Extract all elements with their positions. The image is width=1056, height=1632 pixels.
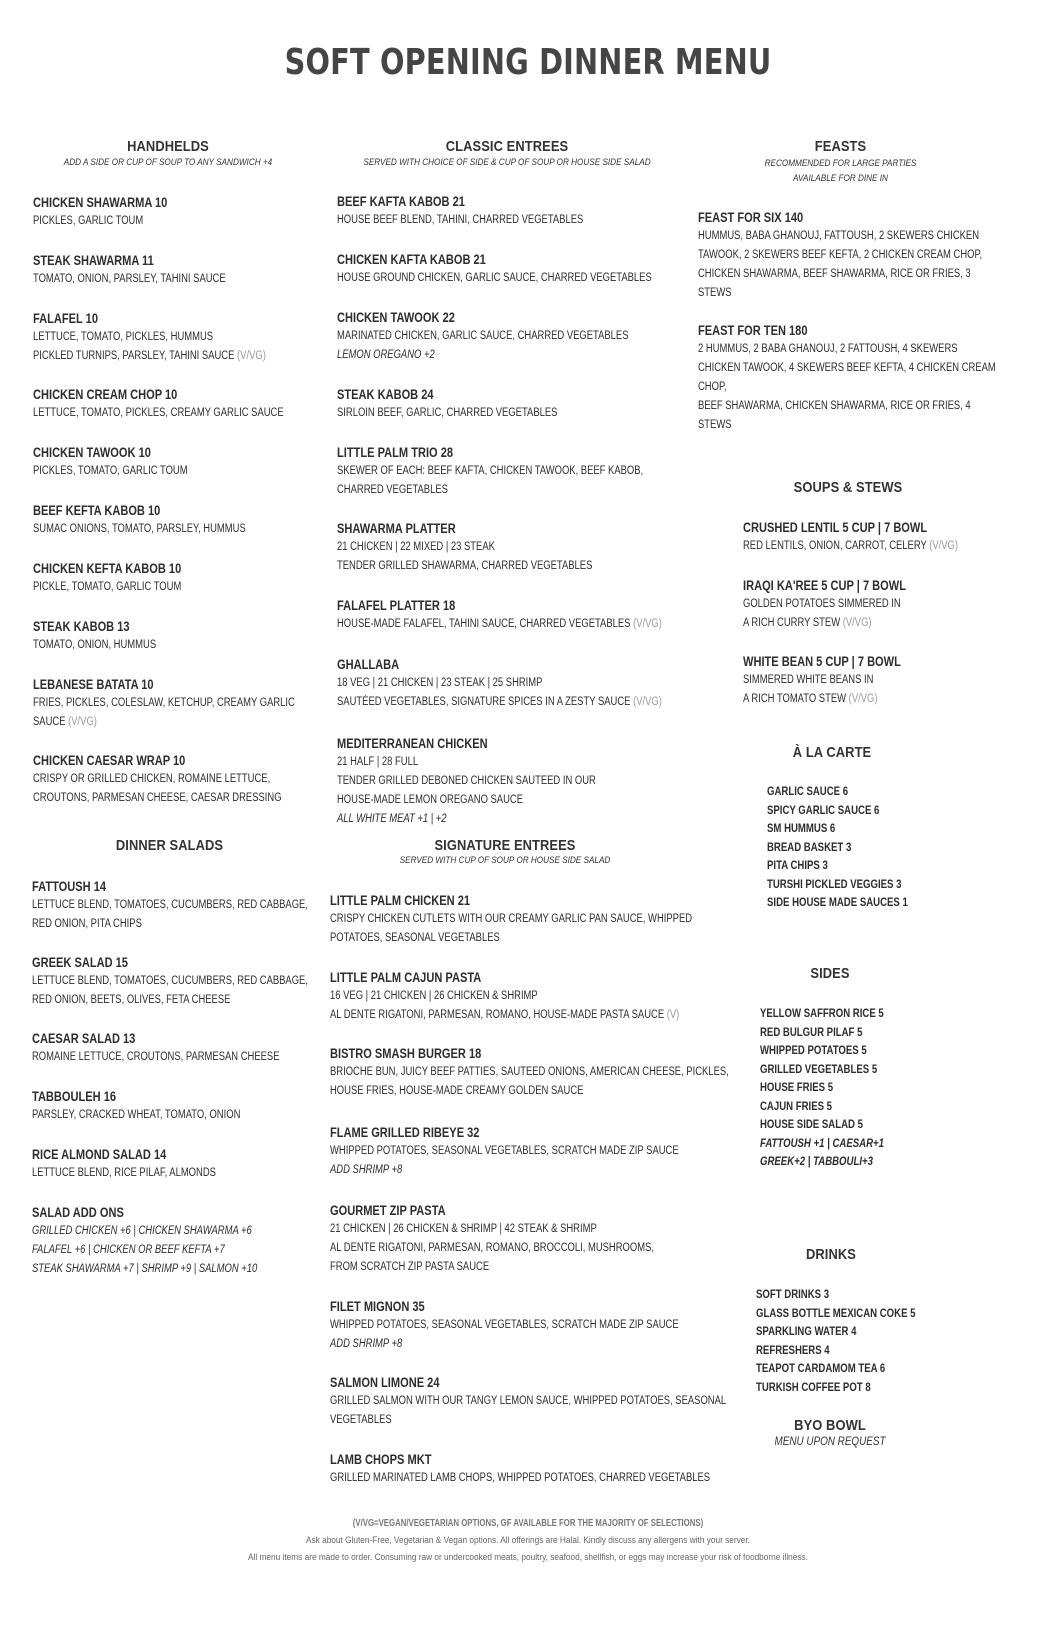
section-title: SIDES bbox=[810, 965, 850, 982]
item-desc: HOUSE GROUND CHICKEN, GARLIC SAUCE, CHARRED VEGETABLES bbox=[337, 272, 652, 284]
item-desc: GRILLED SALMON WITH OUR TANGY LEMON SAUCE, WHIPPED POTATOES, SEASONAL bbox=[330, 1395, 727, 1407]
footer-note-vegan: (V/VG=VEGAN/VEGETARIAN OPTIONS, GF AVAILABLE FOR THE MAJORITY OF SELECTIONS) bbox=[352, 1518, 704, 1529]
item-desc: HOUSE FRIES, HOUSE-MADE CREAMY GOLDEN SAUCE bbox=[330, 1085, 584, 1097]
item-name: MEDITERRANEAN CHICKEN bbox=[337, 736, 488, 751]
item-desc: GRILLED MARINATED LAMB CHOPS, WHIPPED POTATOES, CHARRED VEGETABLES bbox=[330, 1472, 711, 1484]
item-desc: TAWOOK, 2 SKEWERS BEEF KEFTA, 2 CHICKEN CREAM CHOP, bbox=[698, 249, 983, 261]
item-name: IRAQI KA'REE 5 CUP | 7 BOWL bbox=[743, 578, 906, 593]
item-name: CHICKEN CREAM CHOP 10 bbox=[33, 387, 178, 402]
item-desc: TENDER GRILLED DEBONED CHICKEN SAUTEED IN OUR bbox=[337, 775, 596, 787]
list-item-upcharge: FATTOUSH +1 | CAESAR+1 bbox=[760, 1135, 884, 1150]
item-prices: 21 HALF | 28 FULL bbox=[337, 756, 419, 768]
item-desc-line bbox=[743, 614, 973, 633]
section-title: DINNER SALADS bbox=[115, 837, 224, 854]
item-desc: CHICKEN TAWOOK, 4 SKEWERS BEEF KEFTA, 4 CHICKEN CREAM bbox=[698, 362, 996, 374]
item-desc: BRIOCHE BUN, JUICY BEEF PATTIES, SAUTEED ONIONS, AMERICAN CHEESE, PICKLES, bbox=[330, 1066, 729, 1078]
menu-item bbox=[337, 193, 737, 230]
footer-note-allergens: Ask about Gluten-Free, Vegetarian & Vegan options. All offerings are Halal. Kindly discuss any allergens with your server. bbox=[305, 1535, 750, 1545]
list-item: SM HUMMUS 6 bbox=[767, 821, 836, 835]
item-desc-text: PICKLED TURNIPS, PARSLEY, TAHINI SAUCE bbox=[33, 350, 235, 362]
list-item: GLASS BOTTLE MEXICAN COKE 5 bbox=[756, 1305, 916, 1320]
item-desc-text: SAUCE bbox=[33, 716, 66, 728]
item-name: CHICKEN TAWOOK 22 bbox=[337, 310, 455, 325]
item-desc: PICKLES, TOMATO, GARLIC TOUM bbox=[33, 465, 188, 477]
item-name: CHICKEN TAWOOK 10 bbox=[33, 445, 151, 460]
item-name: STEAK SHAWARMA 11 bbox=[33, 253, 154, 268]
item-name: RICE ALMOND SALAD 14 bbox=[32, 1147, 167, 1162]
item-name: BEEF KEFTA KABOB 10 bbox=[33, 503, 161, 518]
item-desc: BEEF SHAWARMA, CHICKEN SHAWARMA, RICE OR FRIES, 4 bbox=[698, 400, 971, 412]
menu-item bbox=[337, 520, 737, 576]
vegan-tag: (V/VG) bbox=[633, 696, 662, 708]
item-desc-text: RED LENTILS, ONION, CARROT, CELERY bbox=[743, 540, 927, 552]
item-desc: CRISPY CHICKEN CUTLETS WITH OUR CREAMY GARLIC PAN SAUCE, WHIPPED bbox=[330, 913, 693, 925]
item-desc: HOUSE BEEF BLEND, TAHINI, CHARRED VEGETABLES bbox=[337, 214, 584, 226]
item-desc: LETTUCE BLEND, TOMATOES, CUCUMBERS, RED CABBAGE, bbox=[32, 975, 308, 987]
menu-item bbox=[698, 322, 1056, 435]
item-desc: LETTUCE BLEND, RICE PILAF, ALMONDS bbox=[32, 1167, 216, 1179]
item-desc: RED ONION, BEETS, OLIVES, FETA CHEESE bbox=[32, 994, 231, 1006]
byo-section bbox=[730, 1417, 930, 1449]
page-title: SOFT OPENING DINNER MENU bbox=[284, 42, 772, 83]
item-desc-text: SAUTÉED VEGETABLES, SIGNATURE SPICES IN A ZESTY SAUCE bbox=[337, 696, 631, 708]
menu-item bbox=[330, 1202, 730, 1277]
item-desc: TENDER GRILLED SHAWARMA, CHARRED VEGETABLES bbox=[337, 560, 593, 572]
item-name: FEAST FOR SIX 140 bbox=[698, 210, 804, 225]
list-item: SOFT DRINKS 3 bbox=[756, 1287, 830, 1301]
drinks-list bbox=[756, 1285, 1026, 1396]
item-prices: 16 VEG | 21 CHICKEN | 26 CHICKEN & SHRIMP bbox=[330, 990, 538, 1002]
item-desc: FROM SCRATCH ZIP PASTA SAUCE bbox=[330, 1261, 490, 1273]
item-desc: TOMATO, ONION, PARSLEY, TAHINI SAUCE bbox=[33, 273, 226, 285]
item-desc-line bbox=[330, 1006, 680, 1025]
menu-item bbox=[330, 969, 730, 1025]
item-upcharge: LEMON OREGANO +2 bbox=[337, 349, 435, 361]
menu-item bbox=[743, 577, 1023, 633]
item-addon: FALAFEL +6 | CHICKEN OR BEEF KEFTA +7 bbox=[32, 1244, 225, 1256]
item-desc: STEWS bbox=[698, 419, 732, 431]
item-name: CHICKEN SHAWARMA 10 bbox=[33, 195, 168, 210]
item-name: FLAME GRILLED RIBEYE 32 bbox=[330, 1125, 480, 1140]
item-desc: 2 HUMMUS, 2 BABA GHANOUJ, 2 FATTOUSH, 4 SKEWERS bbox=[698, 343, 958, 355]
list-item: SPICY GARLIC SAUCE 6 bbox=[767, 802, 880, 817]
item-desc: CRISPY OR GRILLED CHICKEN, ROMAINE LETTUCE, bbox=[33, 773, 271, 785]
item-desc: AL DENTE RIGATONI, PARMESAN, ROMANO, BROCCOLI, MUSHROOMS, bbox=[330, 1242, 654, 1254]
item-addon: GRILLED CHICKEN +6 | CHICKEN SHAWARMA +6 bbox=[32, 1225, 252, 1237]
sides-list bbox=[760, 1004, 1020, 1171]
item-desc: LETTUCE BLEND, TOMATOES, CUCUMBERS, RED CABBAGE, bbox=[32, 899, 308, 911]
item-prices: 18 VEG | 21 CHICKEN | 23 STEAK | 25 SHRIMP bbox=[337, 677, 543, 689]
list-item: SPARKLING WATER 4 bbox=[756, 1324, 857, 1338]
item-desc: MARINATED CHICKEN, GARLIC SAUCE, CHARRED VEGETABLES bbox=[337, 330, 629, 342]
section-subtitle: MENU UPON REQUEST bbox=[774, 1436, 886, 1448]
item-name: LITTLE PALM CHICKEN 21 bbox=[330, 893, 471, 908]
item-desc: SKEWER OF EACH: BEEF KAFTA, CHICKEN TAWOOK, BEEF KABOB, bbox=[337, 465, 644, 477]
list-item: HOUSE FRIES 5 bbox=[760, 1080, 834, 1094]
item-desc: TOMATO, ONION, HUMMUS bbox=[33, 639, 157, 651]
section-subtitle: SERVED WITH CHOICE OF SIDE & CUP OF SOUP OR HOUSE SIDE SALAD bbox=[363, 157, 651, 168]
vegan-tag: (V/VG) bbox=[68, 716, 97, 728]
item-desc: CHICKEN SHAWARMA, BEEF SHAWARMA, RICE OR FRIES, 3 bbox=[698, 268, 971, 280]
menu-item bbox=[330, 1374, 730, 1430]
menu-item bbox=[743, 653, 1023, 709]
item-name: FATTOUSH 14 bbox=[32, 879, 107, 894]
list-item: GARLIC SAUCE 6 bbox=[767, 784, 849, 798]
item-name: CAESAR SALAD 13 bbox=[32, 1031, 136, 1046]
item-desc-line bbox=[743, 690, 973, 709]
item-desc: POTATOES, SEASONAL VEGETABLES bbox=[330, 932, 500, 944]
section-subtitle: RECOMMENDED FOR LARGE PARTIES bbox=[764, 158, 917, 169]
item-desc-text: AL DENTE RIGATONI, PARMESAN, ROMANO, HOUSE-MADE PASTA SAUCE bbox=[330, 1009, 665, 1021]
item-name: STEAK KABOB 13 bbox=[33, 619, 130, 634]
item-name: CHICKEN KAFTA KABOB 21 bbox=[337, 252, 486, 267]
section-title: DRINKS bbox=[806, 1246, 856, 1263]
item-desc: VEGETABLES bbox=[330, 1414, 392, 1426]
menu-item bbox=[337, 735, 737, 829]
section-title: CLASSIC ENTREES bbox=[445, 138, 569, 155]
item-name: GOURMET ZIP PASTA bbox=[330, 1203, 446, 1218]
item-name: LITTLE PALM TRIO 28 bbox=[337, 445, 454, 460]
menu-item bbox=[330, 1451, 730, 1488]
section-subtitle: SERVED WITH CUP OF SOUP OR HOUSE SIDE SALAD bbox=[399, 855, 611, 866]
item-name: LAMB CHOPS MKT bbox=[330, 1452, 432, 1467]
section-title: HANDHELDS bbox=[127, 138, 209, 155]
list-item: TEAPOT CARDAMOM TEA 6 bbox=[756, 1361, 886, 1375]
list-item: REFRESHERS 4 bbox=[756, 1342, 830, 1357]
item-upcharge: ALL WHITE MEAT +1 | +2 bbox=[337, 813, 447, 825]
item-name: LITTLE PALM CAJUN PASTA bbox=[330, 970, 482, 985]
vegan-tag: (V/VG) bbox=[929, 540, 959, 552]
item-addon: STEAK SHAWARMA +7 | SHRIMP +9 | SALMON +10 bbox=[32, 1263, 258, 1275]
menu-item bbox=[337, 656, 737, 712]
item-desc: HOUSE-MADE LEMON OREGANO SAUCE bbox=[337, 794, 524, 806]
list-item: WHIPPED POTATOES 5 bbox=[760, 1043, 867, 1057]
list-item-upcharge: GREEK+2 | TABBOULI+3 bbox=[760, 1154, 873, 1168]
list-item: CAJUN FRIES 5 bbox=[760, 1098, 833, 1113]
item-desc: WHIPPED POTATOES, SEASONAL VEGETABLES, SCRATCH MADE ZIP SAUCE bbox=[330, 1145, 679, 1157]
menu-item bbox=[337, 386, 737, 423]
item-name: FILET MIGNON 35 bbox=[330, 1299, 425, 1314]
menu-item bbox=[337, 251, 737, 288]
item-desc: CHARRED VEGETABLES bbox=[337, 484, 448, 496]
item-desc: PARSLEY, CRACKED WHEAT, TOMATO, ONION bbox=[32, 1109, 241, 1121]
item-desc: CHOP, bbox=[698, 381, 727, 393]
section-title: SOUPS & STEWS bbox=[793, 479, 903, 496]
section-title: FEASTS bbox=[814, 138, 867, 155]
item-desc-text: A RICH CURRY STEW bbox=[743, 617, 841, 629]
item-desc-text: HOUSE-MADE FALAFEL, TAHINI SAUCE, CHARRED VEGETABLES bbox=[337, 618, 631, 630]
item-desc: SIMMERED WHITE BEANS IN bbox=[743, 674, 874, 686]
item-upcharge: ADD SHRIMP +8 bbox=[330, 1164, 403, 1176]
item-desc: WHIPPED POTATOES, SEASONAL VEGETABLES, SCRATCH MADE ZIP SAUCE bbox=[330, 1319, 679, 1331]
item-name: WHITE BEAN 5 CUP | 7 BOWL bbox=[743, 654, 901, 669]
item-desc: SIRLOIN BEEF, GARLIC, CHARRED VEGETABLES bbox=[337, 407, 558, 419]
item-desc-line bbox=[743, 537, 973, 556]
menu-item bbox=[330, 1124, 730, 1180]
item-prices: 21 CHICKEN | 22 MIXED | 23 STEAK bbox=[337, 541, 495, 553]
vegan-tag: (V/VG) bbox=[842, 617, 872, 629]
section-title: SIGNATURE ENTREES bbox=[434, 837, 576, 854]
item-desc: LETTUCE, TOMATO, PICKLES, CREAMY GARLIC SAUCE bbox=[33, 407, 284, 419]
item-upcharge: ADD SHRIMP +8 bbox=[330, 1338, 403, 1350]
item-name: CHICKEN KEFTA KABOB 10 bbox=[33, 561, 182, 576]
item-name: BISTRO SMASH BURGER 18 bbox=[330, 1046, 482, 1061]
item-desc: GOLDEN POTATOES SIMMERED IN bbox=[743, 598, 901, 610]
item-name: CHICKEN CAESAR WRAP 10 bbox=[33, 753, 186, 768]
item-name: GREEK SALAD 15 bbox=[32, 955, 128, 970]
vegan-tag: (V/VG) bbox=[633, 618, 662, 630]
menu-item bbox=[743, 519, 1023, 556]
item-name: FEAST FOR TEN 180 bbox=[698, 323, 808, 338]
item-desc: RED ONION, PITA CHIPS bbox=[32, 918, 142, 930]
item-name: SALAD ADD ONS bbox=[32, 1205, 124, 1220]
item-desc: STEWS bbox=[698, 287, 732, 299]
vegan-tag: (V/VG) bbox=[848, 693, 878, 705]
item-name: GHALLABA bbox=[337, 657, 400, 672]
list-item: BREAD BASKET 3 bbox=[767, 839, 852, 854]
menu-item bbox=[337, 309, 737, 365]
menu-item bbox=[330, 892, 730, 948]
item-desc-line2 bbox=[33, 713, 361, 732]
item-desc: CROUTONS, PARMESAN CHEESE, CAESAR DRESSING bbox=[33, 792, 282, 804]
item-name: LEBANESE BATATA 10 bbox=[33, 677, 154, 692]
vegan-tag: (V/VG) bbox=[237, 350, 266, 362]
section-title: À LA CARTE bbox=[792, 744, 872, 761]
menu-item bbox=[337, 444, 737, 500]
list-item: TURSHI PICKLED VEGGIES 3 bbox=[767, 876, 902, 891]
item-desc: HUMMUS, BABA GHANOUJ, FATTOUSH, 2 SKEWERS CHICKEN bbox=[698, 230, 980, 242]
item-name: SHAWARMA PLATTER bbox=[337, 521, 456, 536]
menu-item bbox=[330, 1045, 730, 1101]
item-prices: 21 CHICKEN | 26 CHICKEN & SHRIMP | 42 STEAK & SHRIMP bbox=[330, 1223, 597, 1235]
item-name: CRUSHED LENTIL 5 CUP | 7 BOWL bbox=[743, 520, 928, 535]
item-desc: PICKLE, TOMATO, GARLIC TOUM bbox=[33, 581, 182, 593]
item-name: TABBOULEH 16 bbox=[32, 1089, 117, 1104]
item-desc: FRIES, PICKLES, COLESLAW, KETCHUP, CREAMY GARLIC bbox=[33, 697, 295, 709]
item-desc: PICKLES, GARLIC TOUM bbox=[33, 215, 144, 227]
item-desc-text: A RICH TOMATO STEW bbox=[743, 693, 847, 705]
item-name: FALAFEL PLATTER 18 bbox=[337, 598, 456, 613]
section-subtitle: ADD A SIDE OR CUP OF SOUP TO ANY SANDWICH +4 bbox=[63, 157, 273, 168]
vegan-tag: (V) bbox=[666, 1009, 680, 1021]
list-item: YELLOW SAFFRON RICE 5 bbox=[760, 1006, 884, 1020]
item-name: STEAK KABOB 24 bbox=[337, 387, 434, 402]
section-subtitle: AVAILABLE FOR DINE IN bbox=[793, 173, 888, 184]
item-desc: SUMAC ONIONS, TOMATO, PARSLEY, HUMMUS bbox=[33, 523, 246, 535]
item-desc: LETTUCE, TOMATO, PICKLES, HUMMUS bbox=[33, 331, 214, 343]
item-desc: ROMAINE LETTUCE, CROUTONS, PARMESAN CHEESE bbox=[32, 1051, 280, 1063]
section-title: BYO BOWL bbox=[794, 1417, 866, 1434]
list-item: PITA CHIPS 3 bbox=[767, 858, 828, 872]
menu-item bbox=[330, 1298, 730, 1354]
item-name: BEEF KAFTA KABOB 21 bbox=[337, 194, 465, 209]
item-name: FALAFEL 10 bbox=[33, 311, 99, 326]
list-item: HOUSE SIDE SALAD 5 bbox=[760, 1117, 863, 1131]
item-desc-line bbox=[337, 615, 665, 634]
item-name: SALMON LIMONE 24 bbox=[330, 1375, 440, 1390]
list-item: SIDE HOUSE MADE SAUCES 1 bbox=[767, 895, 908, 909]
menu-item bbox=[337, 597, 737, 634]
footer-note-consumption: All menu items are made to order. Consuming raw or undercooked meats, poultry, seafood, shellfish, or eggs may increase your risk of foodborne illness. bbox=[248, 1552, 808, 1562]
list-item: TURKISH COFFEE POT 8 bbox=[756, 1379, 871, 1394]
list-item: GRILLED VEGETABLES 5 bbox=[760, 1061, 878, 1076]
menu-item bbox=[698, 209, 1056, 303]
list-item: RED BULGUR PILAF 5 bbox=[760, 1024, 863, 1039]
a-la-carte-list bbox=[767, 782, 1027, 912]
item-desc-line bbox=[337, 693, 665, 712]
item-desc-line2 bbox=[33, 347, 361, 366]
